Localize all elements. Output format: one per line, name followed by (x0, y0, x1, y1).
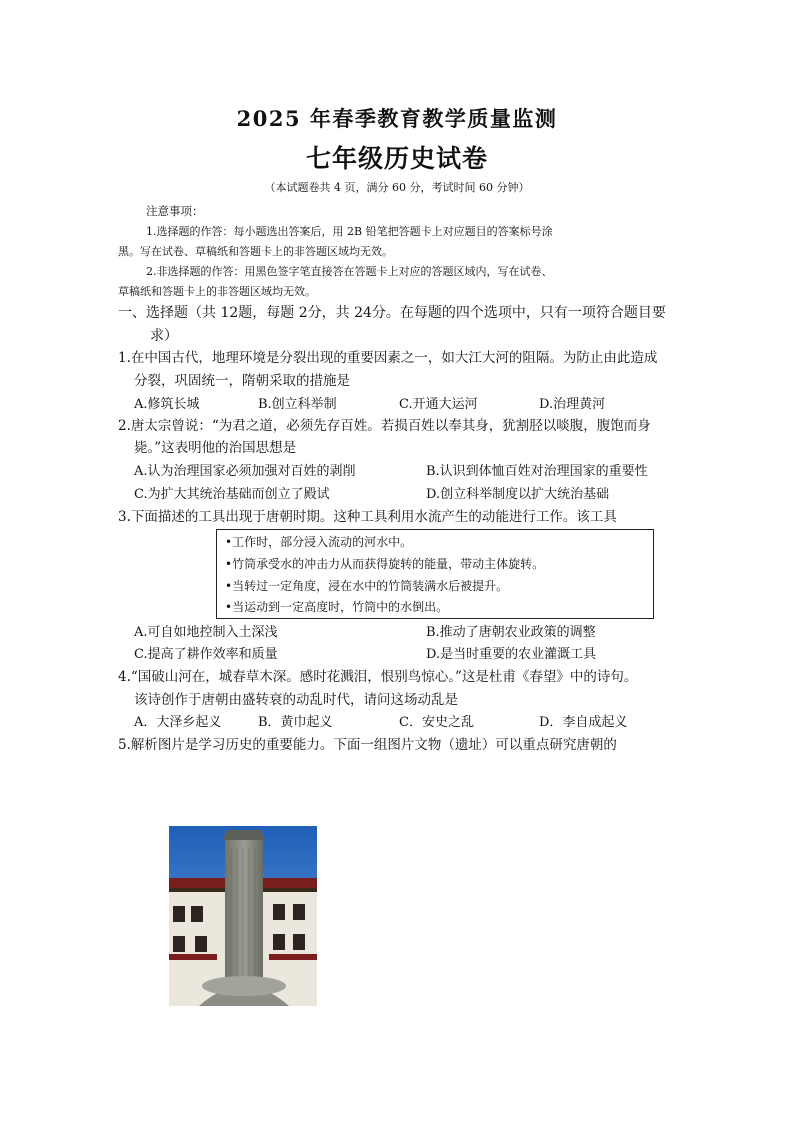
stele-photo (169, 826, 317, 1006)
q5-stem-line1: 5.解析图片是学习历史的重要能力。下面一组图片文物（遗址）可以重点研究唐朝的 (118, 737, 617, 753)
q4-option-a: A．大泽乡起义 (134, 715, 222, 730)
q2-option-a: A.认为治理国家必须加强对百姓的剥削 (134, 464, 356, 479)
q3-option-d: D.是当时重要的农业灌溉工具 (426, 647, 597, 662)
q4-option-d: D．李自成起义 (539, 715, 628, 730)
section1-heading-line2: 求） (150, 328, 178, 344)
q2-option-c: C.为扩大其统治基础而创立了殿试 (134, 487, 330, 502)
notice-item1-line1: 1.选择题的作答：每小题选出答案后，用 2B 铅笔把答题卡上对应题目的答案标号涂 (146, 225, 553, 238)
q3-stem-line1: 3.下面描述的工具出现于唐朝时期。这种工具利用水流产生的动能进行工作。该工具 (118, 509, 617, 525)
exam-meta: （本试题卷共 4 页，满分 60 分，考试时间 60 分钟） (264, 181, 530, 194)
q1-stem-line2: 分裂，巩固统一，隋朝采取的措施是 (134, 373, 350, 389)
q3-option-a: A.可自如地控制入土深浅 (134, 625, 278, 640)
q3-option-b: B.推动了唐朝农业政策的调整 (426, 625, 596, 640)
q1-option-a: A.修筑长城 (134, 397, 200, 412)
notice-item2-line1: 2.非选择题的作答：用黑色签字笔直接答在答题卡上对应的答题区域内，写在试卷、 (146, 265, 553, 278)
notice-item2-line2: 草稿纸和答题卡上的非答题区域均无效。 (118, 285, 316, 298)
q4-option-c: C．安史之乱 (399, 715, 474, 730)
q3-box-line4: •当运动到一定高度时，竹筒中的水倒出。 (225, 600, 449, 614)
notice-heading: 注意事项： (146, 204, 204, 218)
q2-option-d: D.创立科举制度以扩大统治基础 (426, 487, 610, 502)
q4-stem-line1: 4.“国破山河在，城春草木深。感时花溅泪，恨别鸟惊心。”这是杜甫《春望》中的诗句。 (118, 669, 638, 685)
q4-option-b: B．黄巾起义 (258, 715, 333, 730)
exam-subtitle: 七年级历史试卷 (305, 144, 488, 173)
q3-box-line1: •工作时，部分浸入流动的河水中。 (225, 535, 413, 549)
q1-option-c: C.开通大运河 (399, 397, 478, 412)
q2-option-b: B.认识到体恤百姓对治理国家的重要性 (426, 464, 648, 479)
q1-option-d: D.治理黄河 (539, 397, 606, 412)
q3-box-line2: •竹筒承受水的冲击力从而获得旋转的能量，带动主体旋转。 (225, 557, 545, 571)
q3-material-box (216, 529, 654, 619)
section1-heading-line1: 一、选择题（共 12题，每题 2分，共 24分。在每题的四个选项中，只有一项符合题目要 (118, 305, 666, 321)
q2-stem-line1: 2.唐太宗曾说：“为君之道，必须先存百姓。若损百姓以奉其身，犹割胫以啖腹，腹饱而身 (118, 418, 651, 434)
q3-option-c: C.提高了耕作效率和质量 (134, 647, 278, 662)
q1-stem-line1: 1.在中国古代，地理环境是分裂出现的重要因素之一，如大江大河的阻隔。为防止由此造成 (118, 350, 658, 366)
q2-stem-line2: 毙。”这表明他的治国思想是 (134, 440, 297, 456)
q3-box-line3: •当转过一定角度，浸在水中的竹筒装满水后被提升。 (225, 579, 509, 593)
q4-stem-line2: 该诗创作于唐朝由盛转衰的动乱时代，请问这场动乱是 (134, 692, 458, 708)
notice-item1-line2: 黑。写在试卷、草稿纸和答题卡上的非答题区域均无效。 (118, 245, 393, 258)
q1-option-b: B.创立科举制 (258, 397, 337, 412)
exam-title: 2025 年春季教育教学质量监测 (236, 106, 558, 131)
